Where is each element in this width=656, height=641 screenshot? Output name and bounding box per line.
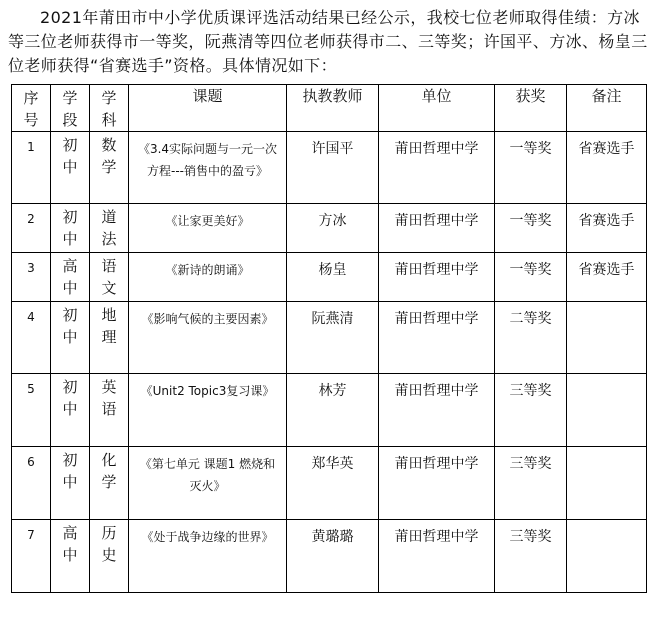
table-row — [12, 447, 647, 520]
cell-teacher: 杨皇 — [287, 253, 379, 302]
cell-level: 初中 — [51, 302, 90, 374]
header-subject: 学科 — [90, 85, 129, 132]
cell-teacher: 许国平 — [287, 132, 379, 204]
cell-topic: 《第七单元 课题1 燃烧和灭火》 — [129, 447, 287, 520]
cell-subject: 化学 — [90, 447, 129, 520]
table-row — [12, 302, 647, 374]
cell-award: 一等奖 — [495, 132, 567, 204]
cell-topic: 《处于战争边缘的世界》 — [129, 520, 287, 593]
table-row — [12, 132, 647, 204]
intro-paragraph: 2021年莆田市中小学优质课评选活动结果已经公示，我校七位老师取得佳绩：方冰等三位老师获得市一等奖，阮燕清等四位老师获得市二、三等奖；许国平、方冰、杨皇三位老师获得“省赛选手”资格。具体情况如下： — [8, 8, 648, 75]
cell-unit: 莆田哲理中学 — [379, 253, 495, 302]
cell-teacher: 郑华英 — [287, 447, 379, 520]
cell-level: 高中 — [51, 520, 90, 593]
header-level: 学段 — [51, 85, 90, 132]
cell-teacher: 方冰 — [287, 204, 379, 253]
cell-topic: 《Unit2 Topic3复习课》 — [129, 374, 287, 447]
cell-level: 初中 — [51, 204, 90, 253]
cell-subject: 语文 — [90, 253, 129, 302]
cell-teacher: 林芳 — [287, 374, 379, 447]
table-row — [12, 374, 647, 447]
cell-level: 高中 — [51, 253, 90, 302]
cell-seq: 6 — [12, 447, 51, 520]
cell-subject: 道法 — [90, 204, 129, 253]
cell-topic: 《让家更美好》 — [129, 204, 287, 253]
header-note: 备注 — [567, 85, 647, 132]
cell-award: 三等奖 — [495, 447, 567, 520]
cell-unit: 莆田哲理中学 — [379, 204, 495, 253]
header-seq: 序号 — [12, 85, 51, 132]
cell-subject: 地理 — [90, 302, 129, 374]
table-row — [12, 520, 647, 593]
cell-seq: 1 — [12, 132, 51, 204]
cell-note — [567, 447, 647, 520]
cell-seq: 7 — [12, 520, 51, 593]
cell-note — [567, 302, 647, 374]
table-row — [12, 204, 647, 253]
cell-level: 初中 — [51, 374, 90, 447]
header-teacher: 执教教师 — [287, 85, 379, 132]
cell-topic: 《影响气候的主要因素》 — [129, 302, 287, 374]
cell-note: 省赛选手 — [567, 253, 647, 302]
cell-level: 初中 — [51, 447, 90, 520]
cell-award: 二等奖 — [495, 302, 567, 374]
cell-unit: 莆田哲理中学 — [379, 520, 495, 593]
cell-unit: 莆田哲理中学 — [379, 374, 495, 447]
cell-topic: 《新诗的朗诵》 — [129, 253, 287, 302]
cell-unit: 莆田哲理中学 — [379, 447, 495, 520]
cell-seq: 4 — [12, 302, 51, 374]
cell-subject: 英语 — [90, 374, 129, 447]
table-header-row — [12, 85, 647, 132]
table-row — [12, 253, 647, 302]
cell-topic: 《3.4实际问题与一元一次方程---销售中的盈亏》 — [129, 132, 287, 204]
cell-level: 初中 — [51, 132, 90, 204]
cell-note: 省赛选手 — [567, 132, 647, 204]
cell-award: 三等奖 — [495, 374, 567, 447]
cell-teacher: 阮燕清 — [287, 302, 379, 374]
header-award: 获奖 — [495, 85, 567, 132]
cell-unit: 莆田哲理中学 — [379, 302, 495, 374]
cell-subject: 历史 — [90, 520, 129, 593]
cell-seq: 5 — [12, 374, 51, 447]
header-unit: 单位 — [379, 85, 495, 132]
cell-unit: 莆田哲理中学 — [379, 132, 495, 204]
cell-award: 一等奖 — [495, 253, 567, 302]
cell-award: 一等奖 — [495, 204, 567, 253]
cell-seq: 3 — [12, 253, 51, 302]
cell-subject: 数学 — [90, 132, 129, 204]
cell-note: 省赛选手 — [567, 204, 647, 253]
cell-award: 三等奖 — [495, 520, 567, 593]
cell-teacher: 黄璐璐 — [287, 520, 379, 593]
cell-seq: 2 — [12, 204, 51, 253]
header-topic: 课题 — [129, 85, 287, 132]
cell-note — [567, 520, 647, 593]
results-table — [11, 84, 647, 593]
cell-note — [567, 374, 647, 447]
